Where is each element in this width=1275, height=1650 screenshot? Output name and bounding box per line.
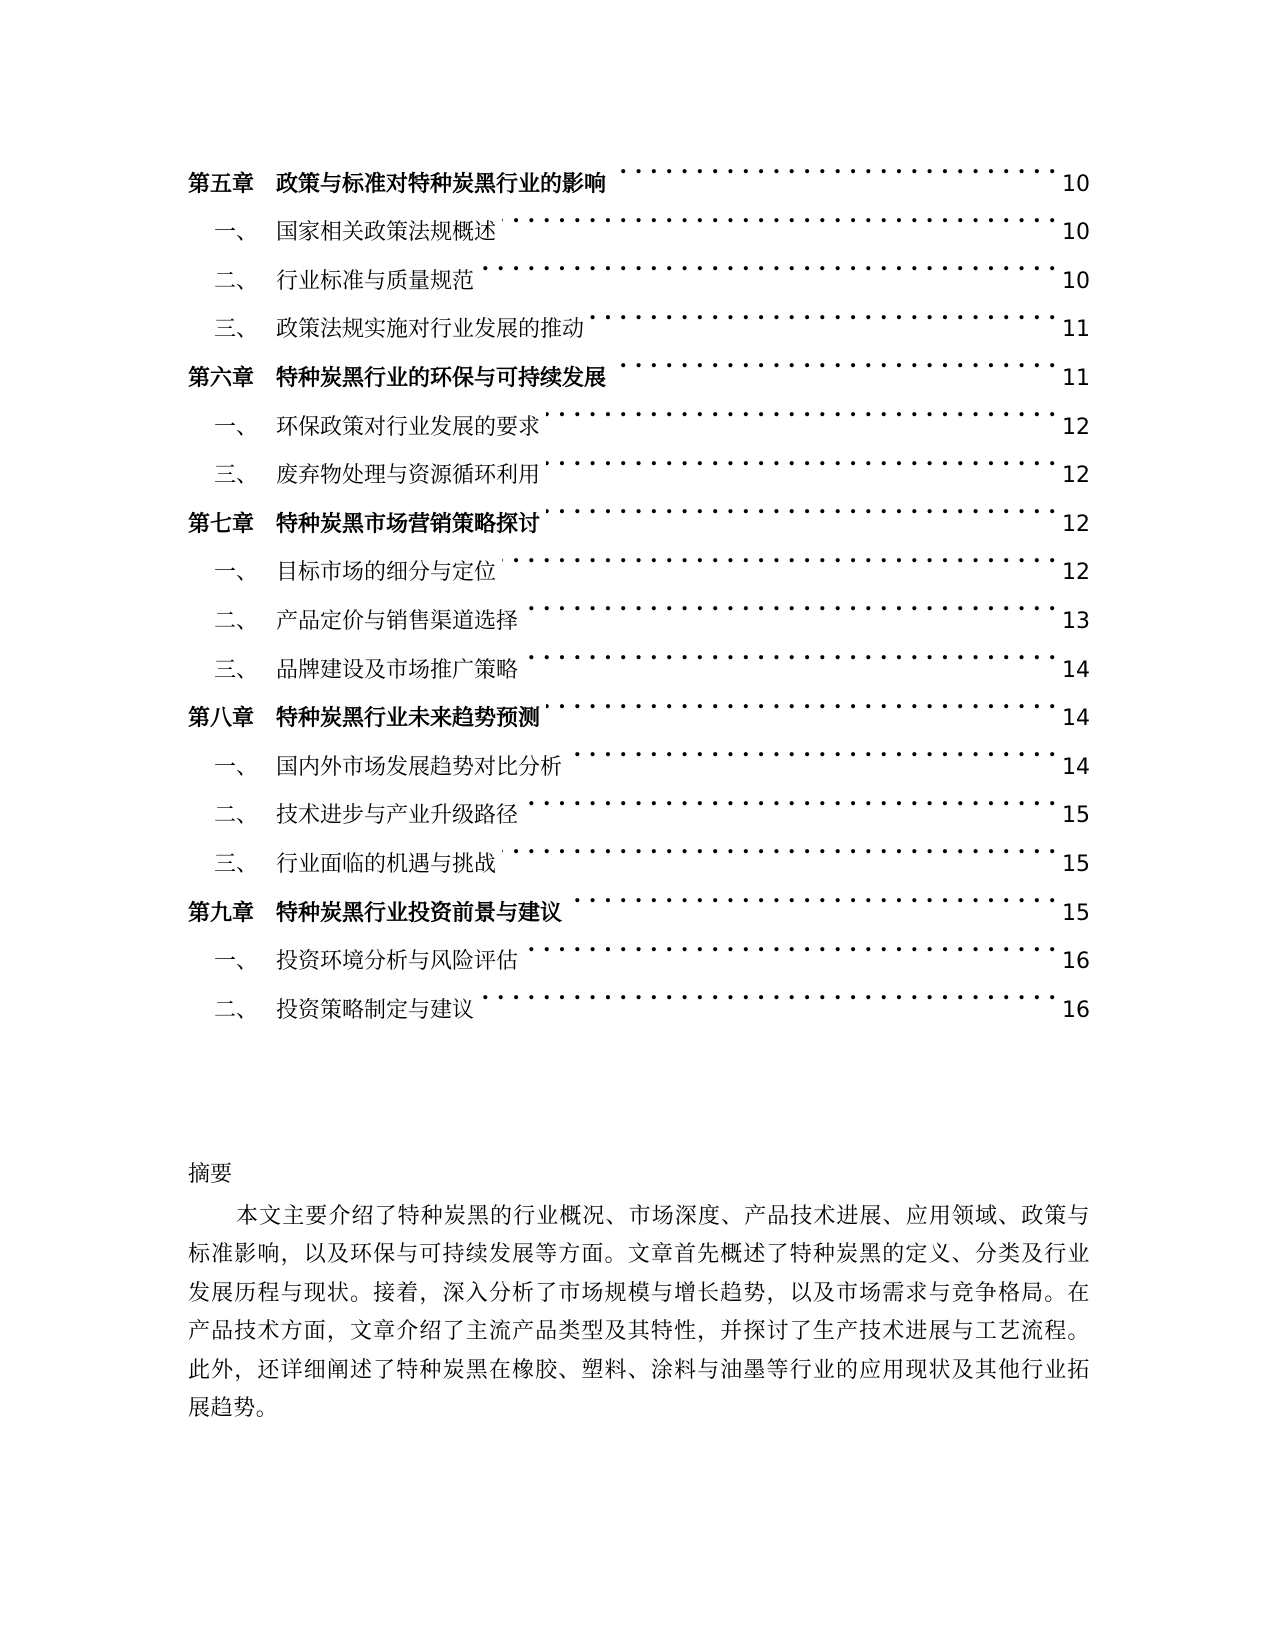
toc-dot-leader [590,288,1056,337]
toc-page-number: 15 [1062,900,1090,926]
toc-dot-leader [546,677,1056,726]
abstract-section [188,1160,1090,1428]
toc-dot-leader [502,191,1056,240]
toc-page-number: 14 [1062,657,1090,683]
toc-title: 国内外市场发展趋势对比分析 [276,754,563,780]
toc-page-number: 16 [1062,997,1090,1023]
toc-title: 行业标准与质量规范 [276,268,475,294]
toc-number: 三、 [214,851,259,877]
toc-number: 三、 [214,657,259,683]
toc-dot-leader [524,920,1056,969]
toc-dot-leader [612,142,1056,191]
toc-dot-leader [568,725,1056,774]
toc-dot-leader [480,968,1056,1017]
toc-dot-leader [502,531,1056,580]
toc-number: 第八章 [188,705,255,732]
toc-number: 二、 [214,997,259,1023]
toc-number: 一、 [214,754,259,780]
toc-number: 一、 [214,560,259,586]
abstract-body: 本文主要介绍了特种炭黑的行业概况、市场深度、产品技术进展、应用领域、政策与标准影响，以及环保与可持续发展等方面。文章首先概述了特种炭黑的定义、分类及行业发展历程与现状。接着，深入分析了市场规模与增长趋势，以及市场需求与竞争格局。在产品技术方面，文章介绍了主流产品类型及其特性，并探讨了生产技术进展与工艺流程。此外，还详细阐述了特种炭黑在橡胶、塑料、涂料与油墨等行业的应用现状及其他行业拓展趋势。 [188,1204,1090,1422]
toc-number: 二、 [214,803,259,829]
toc-title: 环保政策对行业发展的要求 [276,414,541,440]
toc-title: 特种炭黑行业未来趋势预测 [276,705,541,732]
toc-dot-leader [568,871,1056,920]
toc-dot-leader [502,822,1056,871]
toc-page-number: 12 [1062,463,1090,489]
toc-number: 二、 [214,608,259,634]
toc-dot-leader [546,434,1056,483]
table-of-contents [188,142,1090,1023]
toc-title: 特种炭黑行业投资前景与建议 [276,899,563,926]
toc-page-number: 13 [1062,608,1090,634]
abstract-heading: 摘要 [188,1162,233,1187]
toc-title: 技术进步与产业升级路径 [276,803,519,829]
toc-number: 一、 [214,949,259,975]
toc-title: 政策与标准对特种炭黑行业的影响 [276,170,607,197]
toc-number: 二、 [214,268,259,294]
toc-title: 政策法规实施对行业发展的推动 [276,317,585,343]
toc-page-number: 14 [1062,706,1090,732]
toc-number: 三、 [214,463,259,489]
toc-title: 行业面临的机遇与挑战 [276,851,497,877]
toc-title: 废弃物处理与资源循环利用 [276,463,541,489]
toc-page-number: 11 [1062,317,1090,343]
toc-page-number: 14 [1062,754,1090,780]
toc-dot-leader [480,239,1056,288]
toc-dot-leader [612,336,1056,385]
toc-page-number: 15 [1062,803,1090,829]
toc-page-number: 10 [1062,171,1090,197]
toc-number: 一、 [214,414,259,440]
toc-title: 目标市场的细分与定位 [276,560,497,586]
toc-page-number: 10 [1062,268,1090,294]
toc-dot-leader [524,628,1056,677]
toc-page-number: 12 [1062,511,1090,537]
toc-number: 第五章 [188,170,255,197]
toc-chapter-5[interactable] [188,142,1090,197]
toc-dot-leader [524,774,1056,823]
toc-number: 第九章 [188,899,255,926]
toc-title: 特种炭黑行业的环保与可持续发展 [276,364,607,391]
toc-dot-leader [546,385,1056,434]
toc-title: 品牌建设及市场推广策略 [276,657,519,683]
toc-page-number: 12 [1062,414,1090,440]
toc-title: 投资策略制定与建议 [276,997,475,1023]
toc-number: 第七章 [188,510,255,537]
toc-number: 一、 [214,220,259,246]
toc-page-number: 11 [1062,365,1090,391]
toc-title: 特种炭黑市场营销策略探讨 [276,510,541,537]
toc-title: 产品定价与销售渠道选择 [276,608,519,634]
toc-number: 第六章 [188,364,255,391]
toc-title: 国家相关政策法规概述 [276,220,497,246]
toc-dot-leader [546,482,1056,531]
toc-title: 投资环境分析与风险评估 [276,949,519,975]
toc-page-number: 15 [1062,851,1090,877]
toc-page-number: 10 [1062,220,1090,246]
toc-page-number: 12 [1062,560,1090,586]
toc-page-number: 16 [1062,949,1090,975]
toc-number: 三、 [214,317,259,343]
toc-dot-leader [524,579,1056,628]
